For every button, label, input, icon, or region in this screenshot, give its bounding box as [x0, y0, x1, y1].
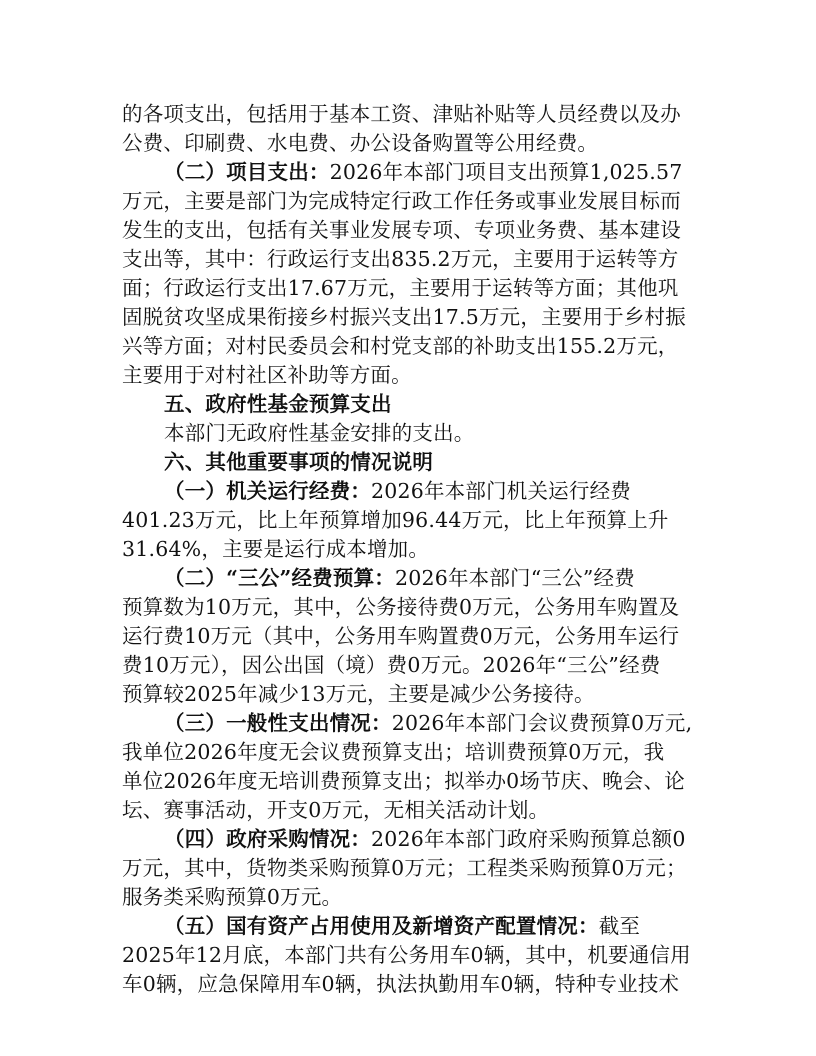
text-line	[164, 825, 686, 853]
line-text: 401.23万元，比上年预算增加96.44万元，比上年预算上升	[122, 508, 669, 532]
text-line	[164, 419, 475, 447]
text-line	[122, 883, 342, 911]
line-text: 2026年本部门机关运行经费	[371, 479, 631, 503]
line-text: 运行费10万元（其中，公务用车购置费0万元，公务用车运行	[122, 624, 680, 648]
text-line	[164, 390, 392, 418]
line-text: 服务类采购预算0万元。	[122, 885, 343, 909]
text-line	[122, 622, 679, 650]
text-line	[122, 854, 687, 882]
text-line	[122, 535, 429, 563]
line-text: 2026年本部门项目支出预算1,025.57	[329, 160, 683, 184]
text-line	[122, 680, 595, 708]
line-text: 支出等，其中：行政运行支出835.2万元，主要用于运转等方	[122, 247, 679, 271]
text-line	[164, 448, 433, 476]
line-text: 2026年本部门“三公”经费	[394, 566, 635, 590]
line-text: 公费、印刷费、水电费、办公设备购置等公用经费。	[122, 131, 599, 155]
line-text: 费10万元），因公出国（境）费0万元。2026年“三公”经费	[122, 653, 661, 677]
line-text: 2025年12月底，本部门共有公务用车0辆，其中，机要通信用	[122, 943, 691, 967]
line-text: 预算数为10万元，其中，公务接待费0万元，公务用车购置及	[122, 595, 680, 619]
text-line	[122, 100, 681, 128]
line-text: 单位2026年度无培训费预算支出；拟举办0场节庆、晚会、论	[122, 769, 686, 793]
text-line	[164, 709, 692, 737]
section-heading: （四）政府采购情况：	[164, 827, 371, 851]
text-line	[122, 738, 664, 766]
text-line	[122, 941, 691, 969]
text-line	[122, 651, 661, 679]
line-text: 坛、赛事活动，开支0万元，无相关活动计划。	[122, 798, 550, 822]
line-text: 主要用于对村社区补助等方面。	[122, 363, 412, 387]
text-line	[122, 970, 679, 998]
text-line	[122, 361, 412, 389]
line-text: 万元，其中，货物类采购预算0万元；工程类采购预算0万元；	[122, 856, 687, 880]
line-text: 万元，主要是部门为完成特定行政工作任务或事业发展目标而	[122, 189, 681, 213]
section-heading: （三）一般性支出情况：	[164, 711, 392, 735]
line-text: 2026年本部门政府采购预算总额0	[371, 827, 686, 851]
line-text: 面；行政运行支出17.67万元，主要用于运转等方面；其他巩	[122, 276, 679, 300]
section-heading: （五）国有资产占用使用及新增资产配置情况：	[164, 914, 599, 938]
text-line	[122, 245, 679, 273]
line-text: 截至	[598, 914, 641, 938]
section-heading: （一）机关运行经费：	[164, 479, 371, 503]
text-line	[122, 274, 679, 302]
section-heading: 五、政府性基金预算支出	[164, 392, 392, 416]
section-heading: 六、其他重要事项的情况说明	[164, 450, 434, 474]
line-text: 本部门无政府性基金安排的支出。	[164, 421, 475, 445]
line-text: 2026年本部门会议费预算0万元,	[391, 711, 693, 735]
line-text: 兴等方面；对村民委员会和村党支部的补助支出155.2万元，	[122, 334, 679, 358]
line-text: 预算较2025年减少13万元，主要是减少公务接待。	[122, 682, 595, 706]
line-text: 的各项支出，包括用于基本工资、津贴补贴等人员经费以及办	[122, 102, 681, 126]
text-line	[122, 593, 679, 621]
line-text: 我单位2026年度无会议费预算支出；培训费预算0万元，我	[122, 740, 665, 764]
text-line	[122, 216, 681, 244]
line-text: 发生的支出，包括有关事业发展专项、专项业务费、基本建设	[122, 218, 681, 242]
text-line	[164, 564, 635, 592]
text-line	[164, 912, 640, 940]
section-heading: （二）项目支出：	[164, 160, 330, 184]
text-line	[164, 158, 682, 186]
text-line	[122, 796, 549, 824]
text-line	[122, 767, 685, 795]
text-line	[122, 332, 679, 360]
text-line	[122, 187, 681, 215]
text-line	[122, 303, 686, 331]
text-line	[164, 477, 631, 505]
text-line	[122, 129, 598, 157]
text-line	[122, 506, 669, 534]
line-text: 车0辆，应急保障用车0辆，执法执勤用车0辆，特种专业技术	[122, 972, 680, 996]
section-heading: （二）“三公”经费预算：	[164, 566, 395, 590]
line-text: 31.64%，主要是运行成本增加。	[122, 537, 430, 561]
line-text: 固脱贫攻坚成果衔接乡村振兴支出17.5万元，主要用于乡村振	[122, 305, 686, 329]
